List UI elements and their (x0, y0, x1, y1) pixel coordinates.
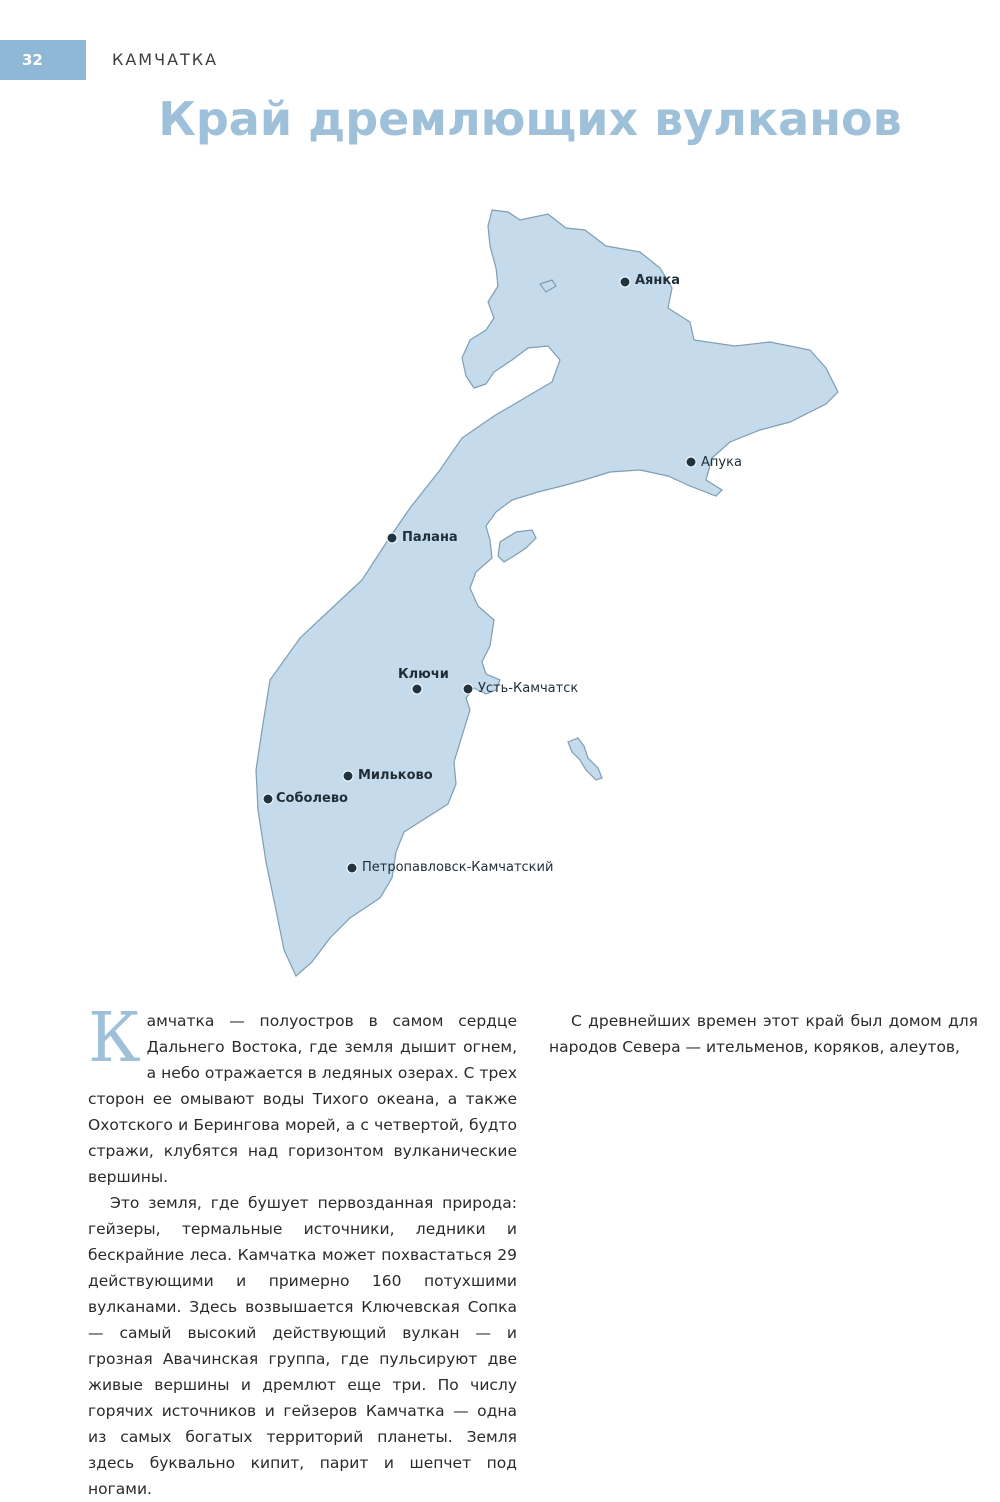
city-marker-klyuchi (412, 684, 422, 694)
running-header: КАМЧАТКА (112, 50, 219, 69)
body-text (88, 999, 978, 1502)
city-label-petro: Петропавловск-Камчатский (362, 860, 554, 875)
city-marker-petro (347, 863, 357, 873)
kamchatka-map (0, 190, 1000, 990)
city-marker-ust (463, 684, 473, 694)
city-label-sobolevo: Соболево (276, 791, 348, 806)
city-label-milkovo: Мильково (358, 768, 433, 783)
city-label-klyuchi: Ключи (398, 667, 449, 682)
paragraph-2: Это земля, где бушует первозданная природа: гейзеры, термальные источники, ледники и бескрайние леса. Камчатка может похвастаться 29 действующими и примерно 160 потухшими вулканами. Здесь возвышается Ключевская Сопка — самый высокий действующий вулкан — и грозная Авачинская группа, где пульсируют две живые вершины и дремлют еще три. По числу горячих источников и гейзеров Камчатка — одна из самых богатых территорий планеты. Земля здесь буквально кипит, парит и шепчет под ногами. (88, 1194, 517, 1498)
city-label-ayanka: Аянка (635, 273, 680, 288)
page-title: Край дремлющих вулканов (158, 92, 902, 146)
text-column-left (88, 999, 517, 1502)
drop-cap: К (88, 999, 141, 1078)
city-marker-sobolevo (263, 794, 273, 804)
karaginsky-island (498, 530, 536, 562)
page-number-badge: 32 (0, 40, 86, 80)
city-label-ust: Усть-Камчатск (478, 681, 579, 696)
city-marker-milkovo (343, 771, 353, 781)
paragraph-1 (88, 999, 517, 1190)
commander-island (568, 738, 602, 780)
city-marker-ayanka (620, 277, 630, 287)
paragraph-1-text: амчатка — полуостров в самом сердце Дальнего Востока, где земля дышит огнем, а небо отражается в ледяных озерах. С трех сторон ее омывают воды Тихого океана, а также Охотского и Берингова морей, а с четвертой, будто стражи, клубятся над горизонтом вулканические вершины. (88, 1012, 517, 1186)
city-marker-palana (387, 533, 397, 543)
paragraph-3: С древнейших времен этот край был домом для народов Севера — ительменов, коряков, алеутов, (549, 1012, 978, 1056)
city-label-apuka: Апука (701, 455, 742, 470)
text-column-right (549, 1008, 978, 1502)
city-marker-apuka (686, 457, 696, 467)
city-label-palana: Палана (402, 530, 458, 545)
